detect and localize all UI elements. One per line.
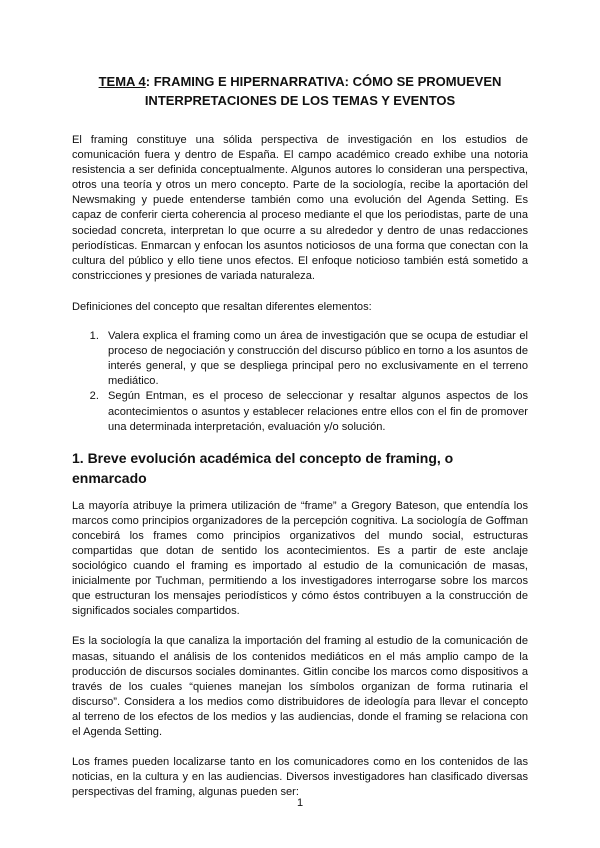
page-number: 1 [296,797,304,809]
definition-item-entman: 2. Según Entman, es el proceso de seleccionar y resaltar algunos aspectos de los acontecimientos o asuntos y establecer relaciones entre ellos con el fin de promover una determinada interpretación, evaluación y/o solución. [102,389,528,434]
title-text: : FRAMING E HIPERNARRATIVA: CÓMO SE PROMUEVEN INTERPRETACIONES DE LOS TEMAS Y EVENTOS [144,74,502,108]
section-paragraph-bateson: La mayoría atribuye la primera utilización de “frame” a Gregory Bateson, que entendía los marcos como principios organizadores de la percepción cognitiva. La sociología de Goffman concebirá los frames como principios organizativos del mundo social, estructuras compartidas que dotan de sentido los acontecimientos. Es a partir de este anclaje sociológico cuando el framing es importado al estudio de la comunicación de masas, inicialmente por Tuchman, permitiendo a los investigadores interrogarse sobre los marcos que estructuran los mensajes periodísticos y cómo éstos contribuyen a la construcción de significados sociales compartidos. [72,499,528,618]
definition-item-valera: 1. Valera explica el framing como un área de investigación que se ocupa de estudiar el proceso de negociación y construcción del discurso público en torno a los asuntos de interés general, y que se despliega principal pero no exclusivamente en el terreno mediático. [102,329,528,389]
section-paragraph-sociology: Es la sociología la que canaliza la importación del framing al estudio de la comunicación de masas, situando el análisis de los contenidos mediáticos en el más amplio campo de la producción de discursos sociales dominantes. Gitlin concibe los marcos como dispositivos a través de los cuales “quienes manejan los símbolos organizan de forma rutinaria el discurso”. Considera a los medios como distribuidores de ideología para llevar el concepto al terreno de los efectos de los medios y las audiencias, donde el framing se relaciona con el Agenda Setting. [72,635,528,738]
section-paragraph-frames: Los frames pueden localizarse tanto en los comunicadores como en los contenidos de las noticias, en la cultura y en las audiencias. Diversos investigadores han clasificado diversas perspectivas del framing, algunas pueden ser: [72,756,528,799]
definitions-list [72,329,528,435]
intro-paragraph: El framing constituye una sólida perspectiva de investigación en los estudios de comunicación fuera y dentro de España. El campo académico creado exhibe una notoria resistencia a ser definida conceptualmente. Algunos autores lo consideran una perspectiva, otros una teoría y otros un mero concepto. Parte de la sociología, recibe la aportación del Newsmaking y puede entenderse también como una evolución del Agenda Setting. Es capaz de conferir cierta coherencia al proceso mediante el que los periodistas, parte de una sociedad concreta, interpretan lo que ocurre a su alrededor y dentro de unas redacciones periodísticas. Enmarcan y enfocan los asuntos noticiosos de una forma que conectan con la cultura del público y ello tiene unos efectos. El enfoque noticioso también está sometido a constricciones y presiones de variada naturaleza. [72,134,528,282]
title-topic-number: TEMA 4 [98,74,146,89]
section-heading: 1. Breve evolución académica del concepto de framing, o enmarcado [72,449,454,486]
definitions-intro: Definiciones del concepto que resaltan diferentes elementos: [72,300,372,313]
document-title [72,0,528,110]
